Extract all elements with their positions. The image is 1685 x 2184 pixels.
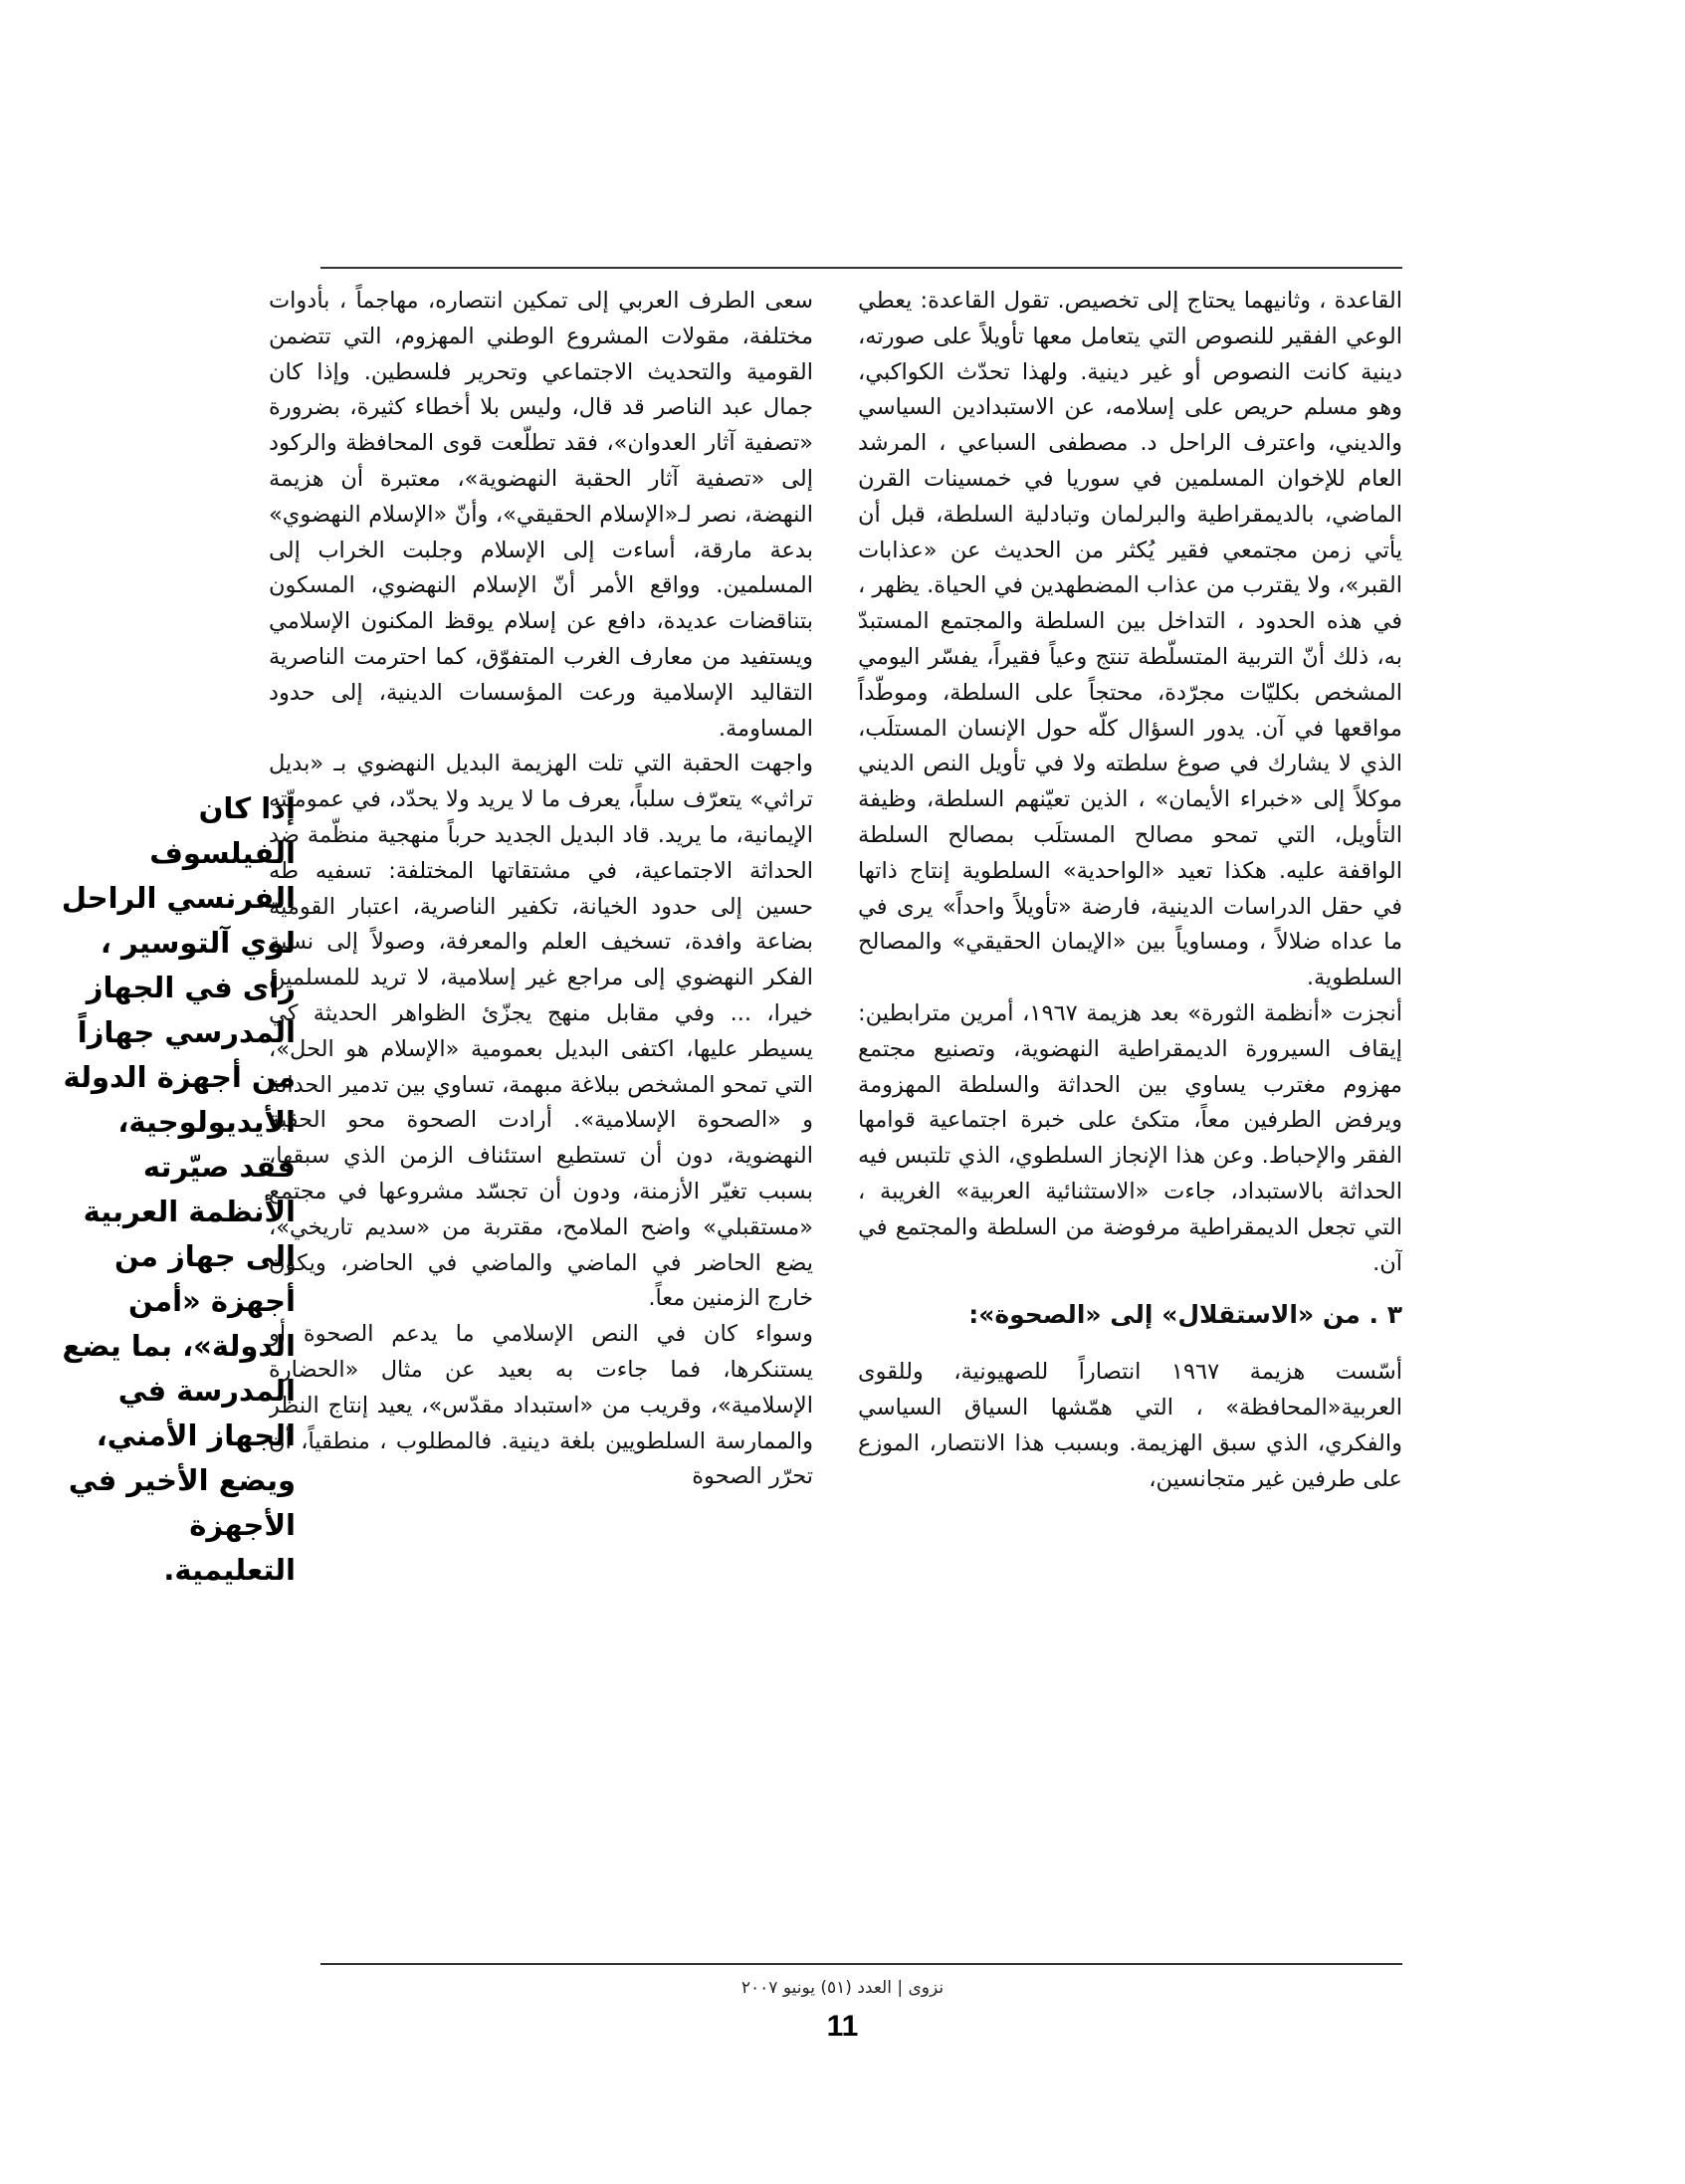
issue-footer: نزوى | العدد (٥١) يونيو ٢٠٠٧ bbox=[740, 1978, 945, 1998]
article-paragraph: سعى الطرف العربي إلى تمكين انتصاره، مهاجماً ، بأدوات مختلفة، مقولات المشروع الوطني المهزوم، التي تتضمن القومية والتحديث الاجتماعي وتحرير فلسطين. وإذا كان جمال عبد الناصر قد قال، وليس بلا أخطاء كثيرة، بضرورة «تصفية آثار العدوان»، فقد تطلّعت قوى المحافظة والركود إلى «تصفية آثار الحقبة النهضوية»، معتبرة أن هزيمة النهضة، نصر لـ«الإسلام الحقيقي»، وأنّ «الإسلام النهضوي» بدعة مارقة، أساءت إلى الإسلام وجلبت الخراب إلى المسلمين. وواقع الأمر أنّ الإسلام النهضوي، المسكون بتناقضات عديدة، دافع عن إسلام يوقظ المكنون الإسلامي ويستفيد من معارف الغرب المتفوّق، كما احترمت الناصرية التقاليد الإسلامية ورعت المؤسسات الدينية، إلى حدود المساومة. bbox=[269, 288, 813, 742]
article-column-right bbox=[858, 284, 1402, 1956]
pull-quote: إذا كان الفيلسوف الفرنسي الراحل لوي آلتوسير ، رأى في الجهاز المدرسي جهازاً من أجهزة الدولة الأيديولوجية، فقد صيّرته الأنظمة العربية إلى جهاز من أجهزة «أمن الدولة»، بما يضع المدرسة في الجهاز الأمني، ويضع الأخير في الأجهزة التعليمية. bbox=[61, 791, 296, 1587]
page-number: 11 bbox=[826, 2010, 859, 2043]
article-paragraph: واجهت الحقبة التي تلت الهزيمة البديل النهضوي بـ «بديل تراثي» يتعرّف سلباً، يعرف ما لا يريد ولا يحدّد، في عموميّته الإيمانية، ما يريد. قاد البديل الجديد حرباً منهجية منظّمة ضد الحداثة الاجتماعية، في مشتقاتها المختلفة: تسفيه طه حسين إلى حدود الخيانة، تكفير الناصرية، اعتبار القومية بضاعة وافدة، تسخيف العلم والمعرفة، وصولاً إلى نسبة الفكر النهضوي إلى مراجع غير إسلامية، لا تريد للمسلمين خيرا، ... وفي مقابل منهج يجزّئ الظواهر الحديثة كي يسيطر عليها، اكتفى البديل بعمومية «الإسلام هو الحل»، التي تمحو المشخص ببلاغة مبهمة، تساوي بين تدمير الحداثة و «الصحوة الإسلامية». أرادت الصحوة محو الحقبة النهضوية، دون أن تستطيع استئناف الزمن الذي سبقها، بسبب تغيّر الأزمنة، ودون أن تجسّد مشروعها في مجتمع «مستقبلي» واضح الملامح، مقتربة من «سديم تاريخي»، يضع الحاضر في الماضي والماضي في الحاضر، ويكون خارج الزمنين معاً. bbox=[269, 751, 813, 1312]
section-heading: ٣ . من «الاستقلال» إلى «الصحوة»: bbox=[968, 1300, 1402, 1330]
article-paragraph: أسّست هزيمة ١٩٦٧ انتصاراً للصهيونية، وللقوى العربية«المحافظة» ، التي همّشها السياق السياسي والفكري، الذي سبق الهزيمة. وبسبب هذا الانتصار، الموزع على طرفين غير متجانسين، bbox=[858, 1359, 1402, 1492]
article-column-left bbox=[269, 284, 813, 1956]
top-rule bbox=[320, 267, 1402, 269]
article-paragraph: وسواء كان في النص الإسلامي ما يدعم الصحوة أو يستنكرها، فما جاءت به بعيد عن مثال «الحضارة الإسلامية»، وقريب من «استبداد مقدّس»، يعيد إنتاج النظر والممارسة السلطويين بلغة دينية. فالمطلوب ، منطقياً، أن تحرّر الصحوة bbox=[269, 1321, 813, 1490]
bottom-rule bbox=[320, 1963, 1402, 1965]
article-paragraph: القاعدة ، وثانيهما يحتاج إلى تخصيص. تقول القاعدة: يعطي الوعي الفقير للنصوص التي يتعامل معها تأويلاً على صورته، دينية كانت النصوص أو غير دينية. ولهذا تحدّث الكواكبي، وهو مسلم حريص على إسلامه، عن الاستبدادين السياسي والديني، واعترف الراحل د. مصطفى السباعي ، المرشد العام للإخوان المسلمين في سوريا في خمسينات القرن الماضي، بالديمقراطية والبرلمان وتبادلية السلطة، قبل أن يأتي زمن مجتمعي فقير يُكثر من الحديث عن «عذابات القبر»، ولا يقترب من عذاب المضطهدين في الحياة. يظهر ، في هذه الحدود ، التداخل بين السلطة والمجتمع المستبدّ به، ذلك أنّ التربية المتسلّطة تنتج وعياً فقيراً، يفسّر اليومي المشخص بكليّات مجرّدة، محتجاً على السلطة، وموطّداً مواقعها في آن. يدور السؤال كلّه حول الإنسان المستلَب، الذي لا يشارك في صوغ سلطته ولا في تأويل النص الديني موكلاً إلى «خبراء الأيمان» ، الذين تعيّنهم السلطة، وظيفة التأويل، التي تمحو مصالح المستلَب بمصالح السلطة الواقفة عليه. هكذا تعيد «الواحدية» السلطوية إنتاج ذاتها في حقل الدراسات الدينية، فارضة «تأويلاً واحداً» يرى في ما عداه ضلالاً ، ومساوياً بين «الإيمان الحقيقي» والمصالح السلطوية. bbox=[858, 288, 1402, 991]
article-paragraph: أنجزت «أنظمة الثورة» بعد هزيمة ١٩٦٧، أمرين مترابطين: إيقاف السيرورة الديمقراطية النهضوية، وتصنيع مجتمع مهزوم مغترب يساوي بين الحداثة والسلطة المهزومة ويرفض الطرفين معاً، متكئ على خبرة اجتماعية قوامها الفقر والإحباط. وعن هذا الإنجاز السلطوي، الذي تلتبس فيه الحداثة بالاستبداد، جاءت «الاستثنائية العربية» الغريبة ، التي تجعل الديمقراطية مرفوضة من السلطة والمجتمع في آن. bbox=[858, 999, 1402, 1276]
